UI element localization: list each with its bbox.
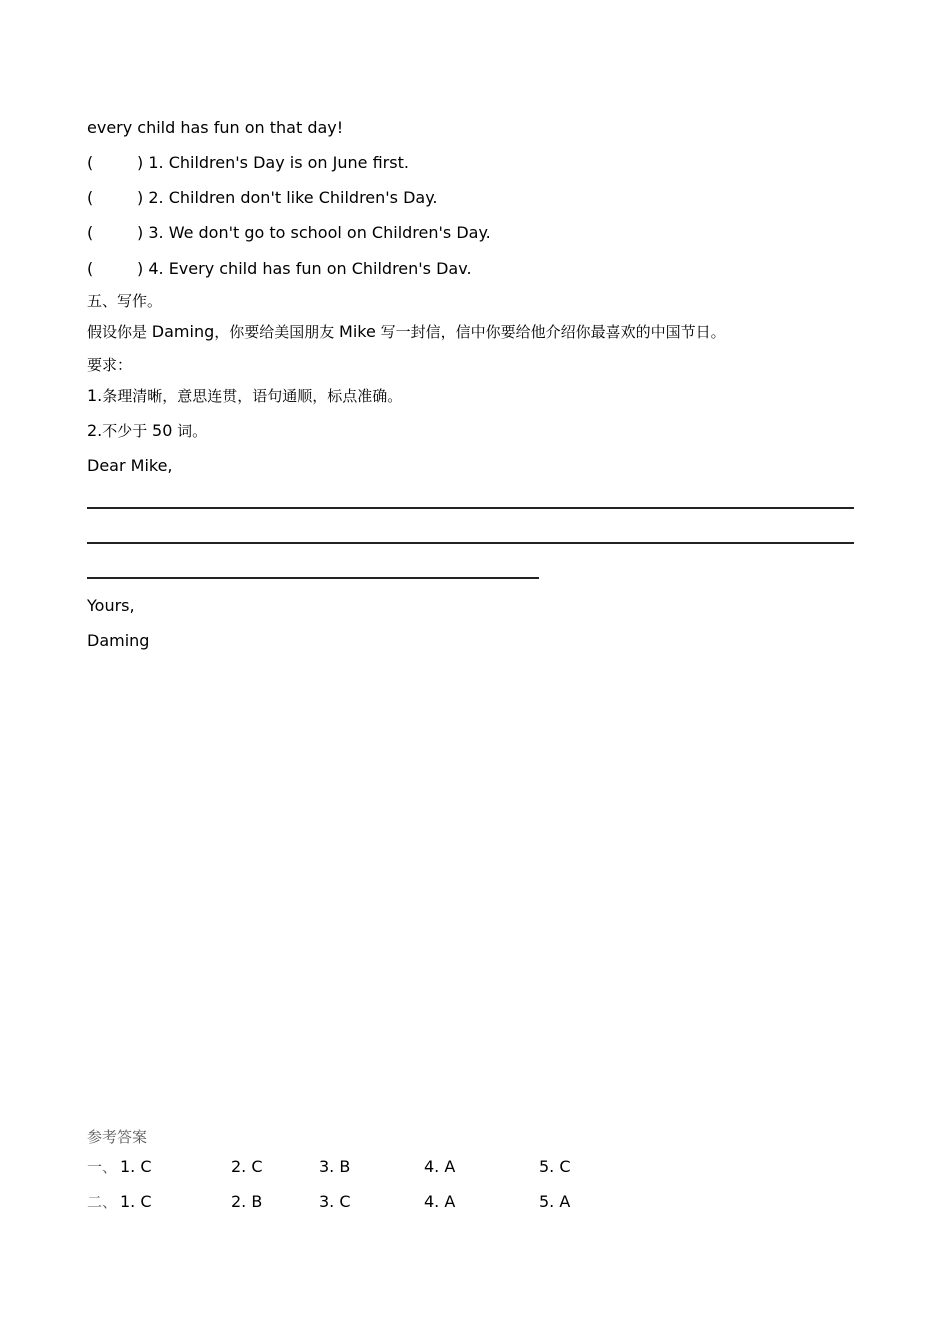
writing-heading: 五、写作。 [87,292,163,310]
requirement-2: 2.不少于 50 词。 [87,421,208,440]
question-text: 2. Children don't like Children's Day. [148,188,438,207]
question-text: 1. Children's Day is on June first. [148,153,409,172]
letter-closing: Yours, [87,596,135,615]
letter-signature: Daming [87,631,150,650]
tf-question-3: ( ) 3. We don't go to school on Children's Day. [87,223,491,242]
answer-blank[interactable]: ( [87,259,94,278]
tf-question-1: ( ) 1. Children's Day is on June first. [87,153,409,172]
question-text: 4. Every child has fun on Children's Dav. [148,259,472,278]
answer-row-1: 一、 1. C 2. C 3. B 4. A 5. C [87,1157,571,1176]
writing-line-1[interactable] [87,507,854,509]
answer-row-2: 二、 1. C 2. B 3. C 4. A 5. A [87,1192,571,1211]
requirement-1: 1.条理清晰，意思连贯，语句通顺，标点准确。 [87,386,403,405]
letter-greeting: Dear Mike, [87,456,173,475]
tf-question-2: ( ) 2. Children don't like Children's Day. [87,188,438,207]
requirements-label: 要求： [87,356,133,374]
answer-blank[interactable]: ( [87,188,94,207]
answer-blank[interactable]: ( [87,223,94,242]
tf-question-4: ( ) 4. Every child has fun on Children's Dav. [87,259,472,278]
writing-line-3[interactable] [87,577,539,579]
question-text: 3. We don't go to school on Children's Day. [148,223,491,242]
answer-blank[interactable]: ( [87,153,94,172]
writing-prompt: 假设你是 Daming，你要给美国朋友 Mike 写一封信，信中你要给他介绍你最喜欢的中国节日。 [87,322,726,341]
reading-tail-line: every child has fun on that day! [87,118,344,137]
answer-key-title: 参考答案 [87,1128,148,1146]
writing-line-2[interactable] [87,542,854,544]
